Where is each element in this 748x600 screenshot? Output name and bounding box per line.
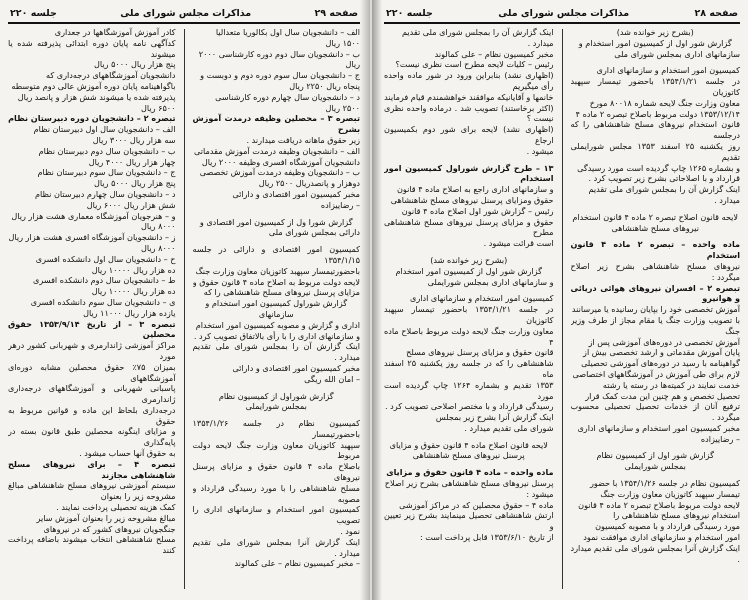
text-line: ۱۳۵۳/۱۲/۱۴ دولت مربوط باصلاح تبصره ۲ ماده ۴ — [575, 108, 740, 119]
text-line: میشود : — [526, 488, 554, 499]
text-line: از تاریخ ۱۳۵۳/۶/۱۰ قابل پرداخت است : — [419, 532, 554, 543]
text-line: مسلح شاهنشاهی انتخاب میشوند باضافه پرداخت کنند — [8, 534, 176, 556]
text-line: و سازمانهای اداری راجع به اصلاح ماده ۴ قانون — [396, 184, 554, 195]
text-line: آموزش تخصصی در دوره‌های آموزشی پس از — [588, 336, 740, 347]
text-line: ماده ۴ – حقوق محصلین که در مراکز آموزشی — [399, 499, 554, 510]
text-line: سیستم آموزشی نیروهای مسلح شاهنشاهی مبالغ مشروحه زیر را بعنوان — [8, 480, 176, 502]
text-line: پایان آموزش مقدماتی و ارشد تخصصی بیش از — [583, 347, 740, 358]
text-line: اینک گزارش آن را بمجلس شورای ملی تقدیم میدارد . — [192, 341, 360, 363]
text-line: اینک گزارش آن را بمجلس شورای ملی تقدیم — [588, 184, 740, 195]
text-line: پنج هزار ریال ۵۰۰۰ ریال — [93, 178, 176, 189]
text-line: میدارد . — [714, 194, 740, 205]
text-line: درجه‌داری بلحاظ این ماده و قوانین مربوط به حقوق — [8, 404, 176, 426]
text-line: الف – دانشجویان وظیفه درمدت آموزش مقدماتی — [194, 145, 360, 156]
text-line: باصلاح ماده ۴ قانون حقوق و مزایای پرسنل نیروهای — [192, 461, 360, 483]
text-line: د – دانشجویان سال چهارم دوره کارشناسی — [215, 91, 360, 102]
text-line: سپهبد کاتوزیان معاون وزارت جنگ لایحه دولت مربوط — [192, 439, 360, 461]
text-line: ۶۵۰۰ ریال — [141, 102, 176, 113]
text-line: گزارش شوراول کمیسیون امور استخدام و سازمانهای — [205, 298, 348, 319]
text-line: استخدام نیروهای مسلح شاهنشاهی را — [613, 510, 740, 521]
text-line: الف – دانشجویان سال اول دبیرستان نظام — [33, 124, 176, 135]
text-line: گواهینامه با رسید در دوره‌های آموزشی تحصیلی — [581, 358, 740, 369]
text-line: تبصره ۲ – دانشجویان دوره دبیرستان نظام — [8, 113, 176, 124]
text-line: – رضاییزاده — [320, 199, 360, 210]
text-line: پنج هزار ریال ۵۰۰۰ ریال — [93, 59, 176, 70]
text-line: بمجلس شورایملی — [245, 401, 307, 412]
page-number: صفحه ۲۹ — [314, 7, 358, 19]
text-line: باحضورتیمسار سپهبد کاتوزیان معاون وزارت جنگ — [195, 265, 360, 276]
text-line: امور استخدام و سازمانهای اداری موافقت نمود — [583, 532, 740, 543]
text-line: اینک گزارش آنرا بمجلس شورای ملی تقدیم میدارد . — [192, 536, 360, 558]
text-line: لایحه دولت مربوط باصلاح تبصره ۲ ماده ۴ قانون — [578, 499, 740, 510]
text-line: کمیسیون امور اقتصادی و دارائی در جلسه ۱۳۵۴/۱/۱۵ — [192, 244, 360, 265]
text-line: رسیدگی قرارداد و با مختصر اصلاحی تصویب کرد . — [385, 401, 554, 412]
text-line: قانون حقوق و مزایای پرسنل نیروهای مسلح — [406, 347, 554, 358]
page-header — [384, 6, 740, 24]
text-line: در جلسه ۱۳۵۴/۱/۲۱ باحضور تیمسار سپهبد کاتوزیان — [384, 304, 554, 325]
text-line: مخبر کمیسیون امور استخدام و سازمانهای اداری — [577, 422, 740, 433]
text-line: تیمسار سپهبد کاتوزیان معاون وزارت جنگ — [600, 488, 740, 499]
text-line: د – دانشجویان سال چهارم دبیرستان نظام — [35, 188, 176, 199]
text-line: و سازمانهای اداری بمجلس شورایملی — [427, 276, 554, 287]
text-line: ارتش شاهنشاهی تحصیل مینمایند بشرح زیر تعیین و — [384, 510, 554, 532]
text-line: مسلح شاهنشاهی را با مورد رسیدگی قرارداد و مصوبه — [192, 482, 360, 504]
text-line: لازم برای طی آموزش در آموزشگاههای اختصاصی — [572, 368, 740, 379]
column-left — [8, 27, 176, 599]
text-line: ب – دانشجویان وظیفه درمدت آموزش تخصصی — [199, 167, 360, 178]
column-right — [193, 27, 361, 599]
text-line: ماده واحده – ماده ۴ قانون حقوق و مزایای — [386, 467, 554, 478]
text-line: شش هزار ریال ۶۰۰۰ ریال — [86, 199, 176, 210]
text-line: لایحه قانون اصلاح ماده ۴ قانون حقوق و مزایای — [389, 439, 548, 450]
text-line: مخبر کمیسیون امور اقتصادی و دارائی — [232, 188, 360, 199]
text-columns — [8, 27, 360, 599]
text-line: کدآگهی نامه پایان دوره ابتدائی پذیرفته شده یا میشوند — [8, 37, 176, 59]
text-line: پرسنل نیروهای مسلح شاهنشاهی بشرح زیر اصلاح — [384, 478, 554, 489]
text-line: سه هزار ریال ۳۰۰۰ ریال — [92, 134, 176, 145]
text-line: خدمت نمایند در کمیته‌ها در رسته یا رشته — [602, 379, 740, 390]
text-line: کمیسیون نظام در جلسه ۱۳۵۴/۱/۲۶ باحضورتیمسار — [192, 418, 360, 439]
text-line: دانشجویان آموزشگاه افسری وظیفه ۲۰۰۰ ریال — [201, 156, 360, 167]
text-line: اینک گزارش آنرا بمجلس شورای ملی تقدیم میدارد . — [570, 542, 740, 564]
text-line: اینک گزارش آنرا بشرح زیر بمجلس — [435, 412, 554, 423]
text-line: رئیس – گزارش شور اول اصلاح ماده ۴ قانون — [401, 205, 554, 216]
text-columns — [384, 27, 740, 599]
text-line: حقوق و مزایای پرسنل نیروهای مسلح شاهنشاهی مطرح — [384, 216, 554, 238]
text-line: رئیس – کلیات لایحه مطرح است نظری نیست؟ — [395, 59, 554, 70]
column-left — [384, 27, 554, 599]
page-edge-shadow — [372, 0, 382, 600]
text-line: دوهزار و پانصدریال ۲۵۰۰ ریال — [258, 178, 360, 189]
column-divider — [562, 29, 563, 589]
text-line: بمجلس شورایملی — [624, 461, 686, 472]
text-line: لایحه قانون اصلاح تبصره ۲ ماده ۴ قانون استخدام — [572, 211, 739, 222]
text-line: خانمها و آقایانیکه موافقند خواهشمندم قیام فرمایند — [384, 91, 554, 102]
text-line: گزارش شوراول از کمیسیون نظام — [218, 390, 334, 401]
text-line: مراکز آموزشی ژاندارمری و شهربانی کشور درهر مورد — [8, 340, 176, 361]
text-line: اینک گزارش آن را بمجلس شورای ملی تقدیم — [401, 27, 554, 37]
text-line: است قرائت میشود . — [483, 238, 554, 249]
text-line: ۸۰۰۰ ریال — [141, 221, 176, 232]
text-line: گزارش شور اول از کمیسیون امور استخدام — [395, 265, 542, 276]
text-line: نمود . — [340, 526, 360, 537]
text-line: پاسبانی شهربانی و آموزشگاههای درجه‌داری ژاندارمری — [8, 383, 176, 405]
text-line: جنگجویان نیروهای کشور که در نیروهای — [43, 523, 176, 534]
text-line: کادر آموزش آموزشگاهها در جعداری — [54, 27, 176, 37]
text-line: زیر حقوق ماهانه دریافت میدارند . — [246, 134, 360, 145]
text-line: کمک هزینه تحصیلی پرداخت نمایند . — [56, 502, 176, 513]
text-line: در جلسه ۱۳۵۴/۱/۲۱ باحضور تیمسار سپهبد کاتوزیان — [570, 76, 740, 97]
text-line: ز – دانشجویان آموزشگاه افسری هشت هزار ریال — [8, 232, 176, 243]
text-line: میدارد . — [527, 37, 554, 48]
text-line: ج – دانشجویان سال سوم دوره دوم و دوبست و — [200, 70, 360, 81]
text-line: ماده واحده – تبصره ۲ ماده ۴ قانون استخدام — [570, 239, 740, 261]
text-line: (اظهاری نشد) بنابراین ورود در شور ماده واحده رأی میگیریم — [384, 70, 554, 91]
header-title: مذاکرات مجلس شورای ملی — [120, 7, 252, 19]
text-line: پذیرفته شده یا میشوند شش هزار و پانصد ریال — [17, 91, 176, 102]
text-line: باگواهینامه پایان دوره آموزش عالی دوم متوسطه — [11, 80, 176, 91]
text-line: کمیسیون امور استخدام و سازمانهای اداری را تصویب — [192, 504, 360, 526]
text-line: به حقوق آنها حساب میشود . — [79, 448, 176, 459]
text-line: ۱۳ – طرح گزارش شوراول کمیسیون امور استخدام — [384, 162, 554, 184]
text-line: – امان الله ریگی — [304, 373, 360, 384]
text-line: اداری و گزارش و مصوبه کمیسیون امور استخدام — [195, 319, 360, 330]
column-divider — [184, 29, 185, 589]
text-line: گزارش شور اول از کمیسیون نظام — [596, 450, 714, 461]
text-line: – رضاییزاده — [700, 433, 740, 444]
text-line: ۱۵۰۰ ریال — [325, 37, 360, 48]
page-header — [8, 6, 360, 24]
page-number: صفحه ۲۸ — [694, 7, 738, 19]
text-line: (اکثر برخاستند) تصویب شد . درماده واحده نظری نیست ؟ — [384, 102, 554, 124]
page-29 — [0, 0, 370, 600]
text-line: تحصیل تخصص و هم چنین این مدت کمک قرار — [585, 390, 740, 401]
text-line: ط – دانشجویان سال دوم دانشکده افسری — [33, 275, 176, 286]
text-line: پرسنل نیروهای مسلح شاهنشاهی — [412, 450, 525, 461]
text-line: تبصره ۲ – افسران نیروهای هوائی دریائی و هوانیرو — [570, 282, 740, 304]
text-line: آموزش تخصصی خود را بپایان رسانیده یا میرسانند — [571, 304, 740, 315]
text-line: بمیزان ۷۵٪ حقوق محصلین مشابه دوره‌ای آموزشگاههای — [8, 361, 176, 383]
text-line: – مخبر کمیسیون نظام – علی کمالوند — [234, 558, 360, 569]
text-line: تبصره ۴ – برای نیروهای مسلح شاهنشاهی مجازند — [8, 458, 176, 480]
text-line: ترفیع آنان از خدمات تحصیل تحصیلی محسوب میگردد . — [570, 401, 740, 423]
text-line: سازمانهای اداری بمجلس شورای ملی — [614, 48, 740, 59]
text-line: و بشماره ۱۲۶۵ چاپ گردیده است مورد رسیدگی — [577, 162, 740, 173]
text-line: معاون وزارت جنگ لایحه دولت مربوط باصلاح ماده ۴ — [384, 325, 554, 347]
text-line: دارائی بمجلس شورای ملی — [268, 227, 360, 238]
text-line: الف – دانشجویان سال اول بکالوریا متعدالیا — [215, 27, 360, 37]
text-line: مورد رسیدگی قرارداد و با مصوبه کمیسیون — [595, 521, 740, 532]
text-line: شاهنشاهی را که در جلسه روز یکشنبه ۲۵ اسفند ماه — [384, 358, 554, 379]
text-line: لایحه دولت مربوط به اصلاح ماده ۴ قانون حقوق و — [192, 276, 360, 287]
text-line: ده هزار ریال ۱۰۰۰۰ ریال — [91, 264, 176, 275]
session-number: جلسه ۲۲۰ — [386, 7, 433, 19]
text-line: ب – دانشجویان سال دوم دبیرستان نظام — [38, 145, 176, 156]
text-line: یازده هزار ریال ۱۱۰۰۰ ریال — [83, 307, 176, 318]
text-line: نیروهای مسلح شاهنشاهی — [611, 222, 699, 233]
text-line: تبصره ۳ – محصلین وظیفه درمدت آموزش بشرح — [192, 113, 360, 135]
text-line: کمیسیون امور استخدام و سازمانهای اداری — [409, 293, 554, 304]
header-title: مذاکرات مجلس شورای ملی — [498, 7, 630, 19]
text-line: ب – دانشجویان سال دوم دوره کارشناسی ۲۰۰۰ — [198, 48, 360, 59]
text-line: ۲۵۰۰ ریال — [325, 102, 360, 113]
text-line: مخبر کمیسیون نظام – علی کمالوند — [434, 48, 554, 59]
text-line: قرارداد و با اصلاحاتی بشرح زیر تصویب کرد . — [588, 173, 740, 184]
text-line: (اظهاری نشد) لایحه برای شور دوم بکمیسیون ارجاع — [384, 124, 554, 145]
text-line: گزارش شور اول از کمیسیون امور استخدام و — [578, 37, 732, 48]
page-edge-shadow — [360, 0, 370, 600]
text-line: (بشرح زیر خوانده شد) — [430, 254, 508, 265]
text-line: و سازمانهای اداری را با رأی بالاتفاق تصویب کرد . — [193, 330, 360, 341]
text-line: (بشرح زیر خوانده شد) — [616, 27, 694, 37]
text-line: ۱۳۵۳ تقدیم و بشماره ۱۲۶۴ چاپ گردیده است مورد — [384, 379, 554, 401]
text-line: میشود . — [526, 145, 554, 156]
text-line: تبصره ۳ – از تاریخ ۱۳۵۳/۹/۱۴ حقوق محصلین — [8, 318, 176, 340]
text-line: با تصویب وزارت جنگ یا مقام مجاز از طرف وزیر جنگ — [570, 314, 740, 336]
text-line: گزارش شورا ول از کمیسیون امور اقتصادی و — [199, 216, 353, 227]
text-line: قانون استخدام نیروهای مسلح شاهنشاهی را که درجلسه — [570, 119, 740, 141]
text-line: کمیسیون نظام در جلسه ۱۳۵۴/۱/۲۶ با حضور — [589, 478, 740, 489]
page-28 — [372, 0, 748, 600]
text-line: و مزایای اینگونه محصلین طبق قانون بسته در پایه‌گذاری — [8, 426, 176, 448]
text-line: و – هنرجویان آموزشگاه معماری هشت هزار ریال — [11, 210, 176, 221]
text-line: پنجاه ریال ۲۲۵۰ ریال — [289, 80, 360, 91]
text-line: روز یکشنبه ۲۵ اسفند ۱۳۵۳ مجلس شورایملی تقدیم — [570, 140, 740, 162]
text-line: چهار هزار ریال ۴۰۰۰ ریال — [88, 156, 176, 167]
text-line: ۸۰۰۰ ریال — [141, 242, 176, 253]
text-line: ج – دانشجویان سال سوم دبیرستان نظام — [37, 167, 176, 178]
text-line: حقوق ومزایای پرسنل نیروهای مسلح شاهنشاهی — [390, 194, 554, 205]
text-line: ی – دانشجویان سال سوم دانشکده افسری — [30, 296, 176, 307]
text-line: دانشجویان آموزشگاههای درجه‌داری که — [46, 70, 176, 81]
text-line: معاون وزارت جنگ لایحه شماره ۸۰۰۱۸ مورخ — [589, 97, 740, 108]
text-line: مبالغ مشروحه زیر را بعنوان آموزش سایر — [36, 512, 176, 523]
text-line: مخبر کمیسیون امور اقتصادی و دارائی — [232, 362, 360, 373]
text-line: ح – دانشجویان سال اول دانشکده افسری — [35, 253, 176, 264]
text-line: ده هزار ریال ۱۰۰۰۰ ریال — [91, 286, 176, 297]
text-line: ریال — [345, 59, 360, 70]
text-line: نیروهای مسلح شاهنشاهی بشرح زیر اصلاح میگردد : — [570, 260, 740, 282]
session-number: جلسه ۲۲۰ — [10, 7, 57, 19]
text-line: مزایای پرسنل نیروهای مسلح شاهنشاهی را که — [203, 287, 360, 298]
column-right — [571, 27, 741, 599]
text-line: شورای ملی تقدیم میدارد . — [464, 422, 554, 433]
text-line: کمیسیون امور استخدام و سازمانهای اداری — [596, 65, 740, 76]
